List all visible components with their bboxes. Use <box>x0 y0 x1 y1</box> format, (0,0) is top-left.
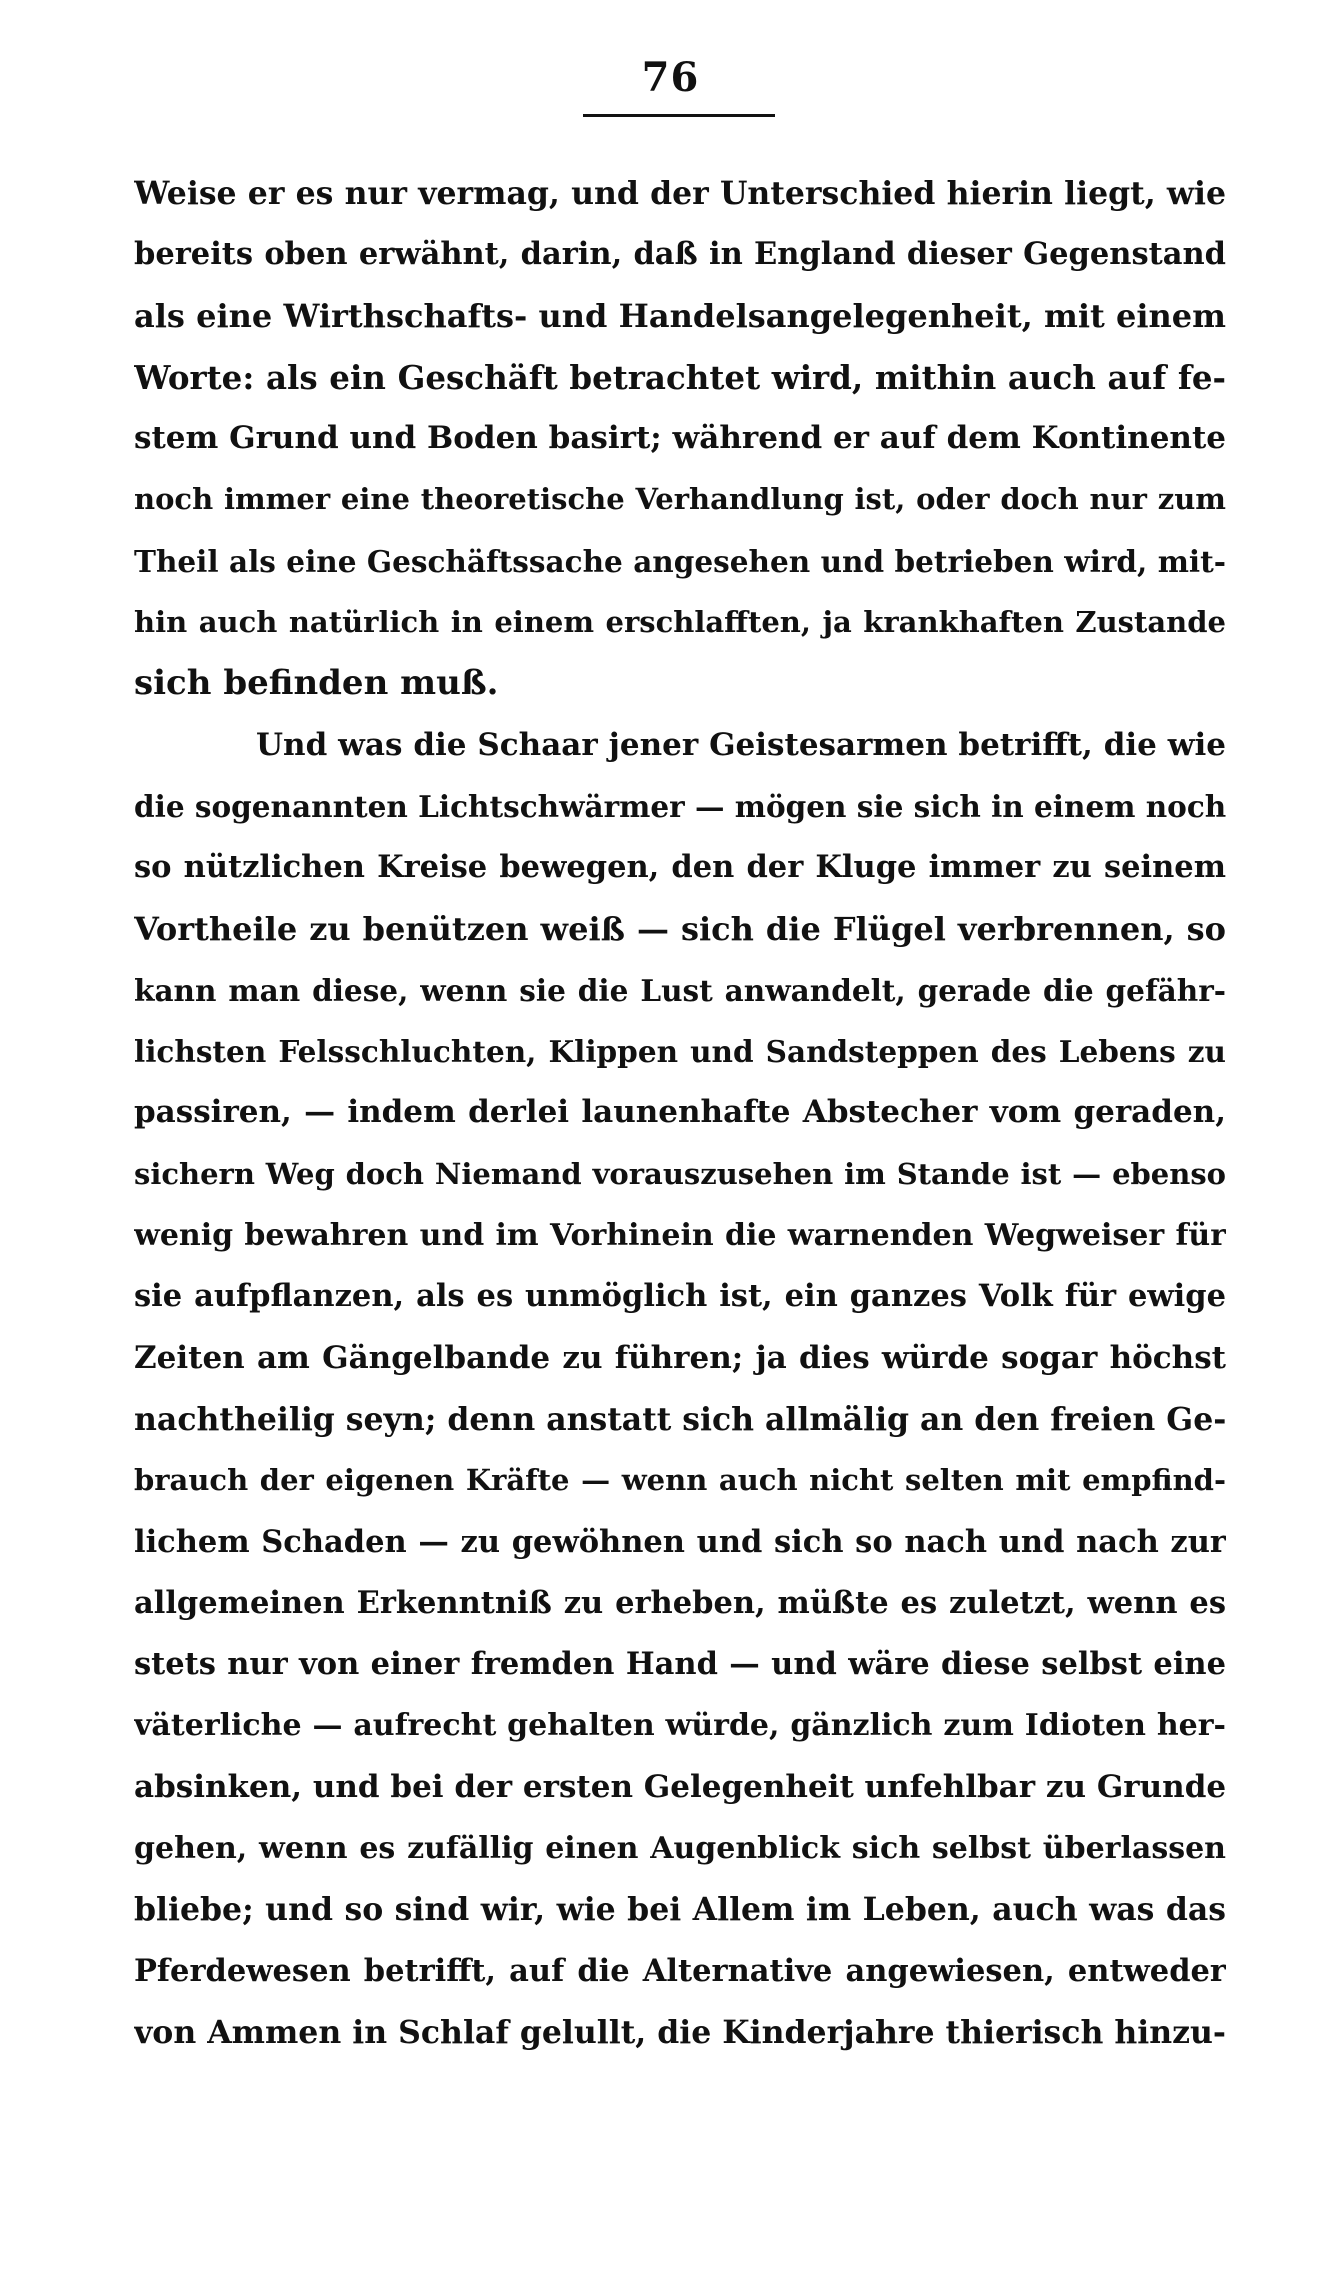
text-line: als eine Wirthschafts- und Handelsangelegenheit, mit einem <box>134 296 1226 335</box>
body-text <box>134 163 1226 2063</box>
text-line: sie aufpflanzen, als es unmöglich ist, ein ganzes Volk für ewige <box>134 1278 1226 1315</box>
header-rule <box>583 114 775 117</box>
text-line: sich befinden muß. <box>134 663 499 704</box>
text-line: Und was die Schaar jener Geistesarmen betrifft, die wie <box>256 726 1226 763</box>
text-line: gehen, wenn es zufällig einen Augenblick sich selbst überlassen <box>134 1831 1226 1867</box>
text-line: Weise er es nur vermag, und der Unterschied hierin liegt, wie <box>134 175 1226 212</box>
text-line: väterliche — aufrecht gehalten würde, gänzlich zum Idioten her- <box>134 1708 1226 1744</box>
text-line: wenig bewahren und im Vorhinein die warnenden Wegweiser für <box>134 1218 1226 1254</box>
text-line: die sogenannten Lichtschwärmer — mögen sie sich in einem noch <box>134 788 1226 824</box>
text-line: brauch der eigenen Kräfte — wenn auch nicht selten mit empfind- <box>134 1463 1226 1498</box>
text-line: so nützlichen Kreise bewegen, den der Kluge immer zu seinem <box>134 849 1226 886</box>
text-line: Pferdewesen betrifft, auf die Alternative angewiesen, entweder <box>134 1952 1226 1989</box>
text-line: lichem Schaden — zu gewöhnen und sich so nach und nach zur <box>134 1523 1226 1560</box>
text-line: absinken, und bei der ersten Gelegenheit unfehlbar zu Grunde <box>134 1768 1226 1805</box>
text-line: stets nur von einer fremden Hand — und wäre diese selbst eine <box>134 1646 1226 1683</box>
text-line: Vortheile zu benützen weiß — sich die Flügel verbrennen, so <box>134 909 1226 948</box>
text-line: kann man diese, wenn sie die Lust anwandelt, gerade die gefähr- <box>134 972 1226 1008</box>
text-line: Theil als eine Geschäftssache angesehen und betrieben wird, mit- <box>134 543 1226 579</box>
text-line: lichsten Felsschluchten, Klippen und Sandsteppen des Lebens zu <box>134 1034 1226 1070</box>
text-line: stem Grund und Boden basirt; während er auf dem Kontinente <box>134 420 1226 457</box>
text-line: von Ammen in Schlaf gelullt, die Kinderjahre thierisch hinzu- <box>134 2013 1226 2051</box>
text-line: nachtheilig seyn; denn anstatt sich allmälig an den freien Ge- <box>134 1400 1226 1438</box>
text-line: bereits oben erwähnt, darin, daß in England dieser Gegenstand <box>134 236 1226 273</box>
page-number: 76 <box>641 54 700 101</box>
text-line: allgemeinen Erkenntniß zu erheben, müßte es zuletzt, wenn es <box>134 1584 1226 1621</box>
text-line: hin auch natürlich in einem erschlafften, ja krankhaften Zustande <box>134 605 1226 640</box>
text-line: noch immer eine theoretische Verhandlung ist, oder doch nur zum <box>134 482 1226 517</box>
text-line: bliebe; und so sind wir, wie bei Allem im Leben, auch was das <box>134 1891 1226 1929</box>
text-line: sichern Weg doch Niemand vorauszusehen im Stande ist — ebenso <box>134 1156 1226 1191</box>
text-line: Worte: als ein Geschäft betrachtet wird, mithin auch auf fe- <box>134 357 1226 397</box>
text-line: Zeiten am Gängelbande zu führen; ja dies würde sogar höchst <box>134 1339 1226 1376</box>
text-line: passiren, — indem derlei launenhafte Abstecher vom geraden, <box>134 1094 1226 1131</box>
